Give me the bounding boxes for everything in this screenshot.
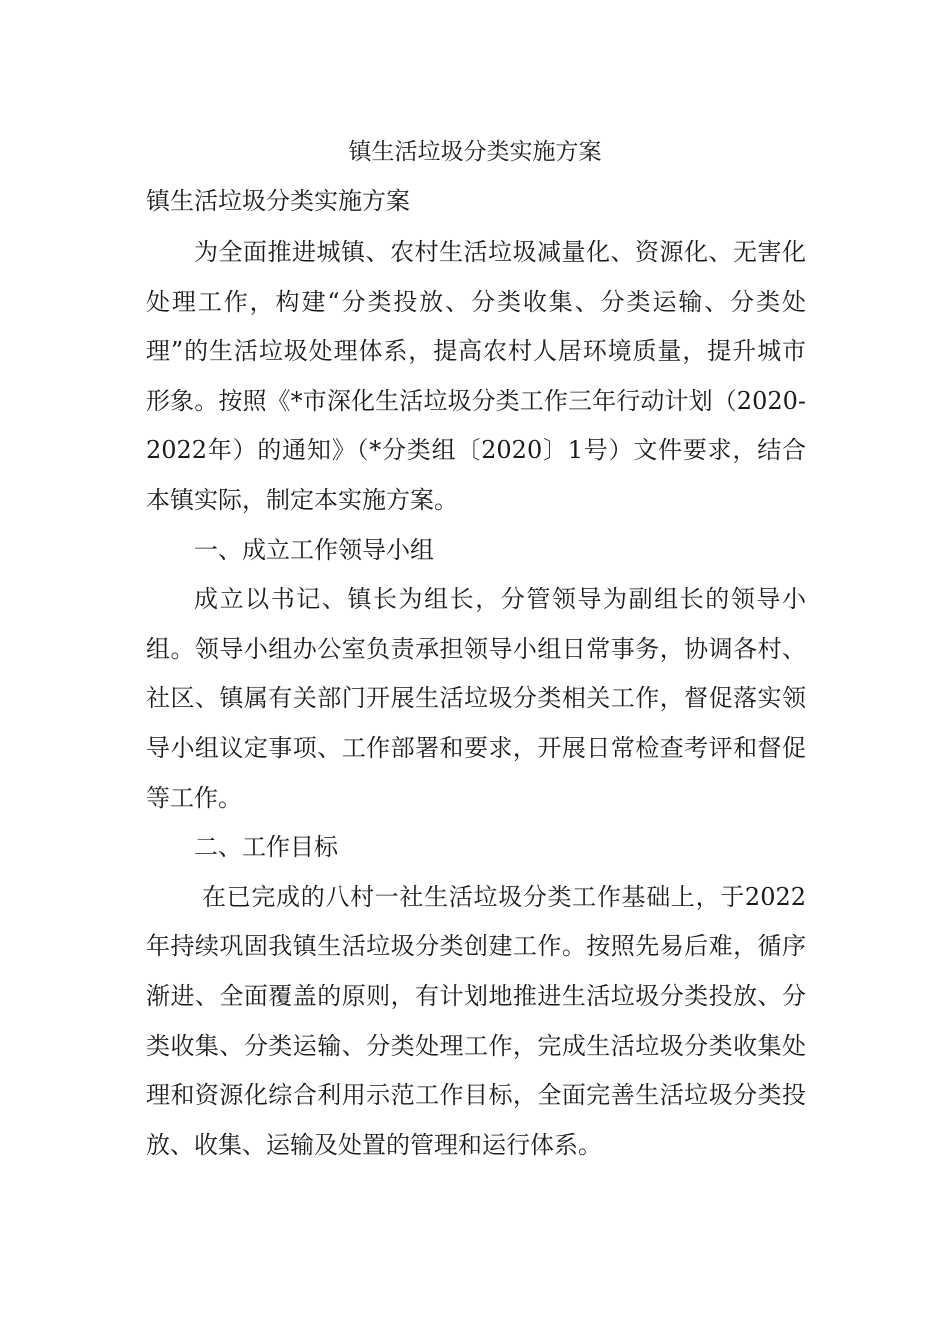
document-subtitle: 镇生活垃圾分类实施方案 bbox=[146, 187, 410, 215]
section-paragraph-2: 在已完成的八村一社生活垃圾分类工作基础上，于2022年持续巩固我镇生活垃圾分类创建工作。按照先易后难，循序渐进、全面覆盖的原则，有计划地推进生活垃圾分类投放、分类收集、分类运输、分类处理工作，完成生活垃圾分类收集处理和资源化综合利用示范工作目标，全面完善生活垃圾分类投放、收集、运输及处置的管理和运行体系。 bbox=[146, 882, 806, 1159]
section-paragraph-1: 成立以书记、镇长为组长，分管领导为副组长的领导小组。领导小组办公室负责承担领导小组日常事务，协调各村、社区、镇属有关部门开展生活垃圾分类相关工作，督促落实领导小组议定事项、工作部署和要求，开展日常检查考评和督促等工作。 bbox=[146, 585, 806, 812]
document-title: 镇生活垃圾分类实施方案 bbox=[348, 139, 602, 165]
document-body bbox=[146, 182, 806, 1170]
section-heading-1: 一、成立工作领导小组 bbox=[194, 535, 434, 564]
section-heading-2: 二、工作目标 bbox=[194, 833, 338, 862]
intro-paragraph: 为全面推进城镇、农村生活垃圾减量化、资源化、无害化处理工作，构建“分类投放、分类收集、分类运输、分类处理”的生活垃圾处理体系，提高农村人居环境质量，提升城市形象。按照《*市深化生活垃圾分类工作三年行动计划（2020-2022年）的通知》（*分类组〔2020〕1号）文件要求，结合本镇实际，制定本实施方案。 bbox=[146, 238, 806, 514]
